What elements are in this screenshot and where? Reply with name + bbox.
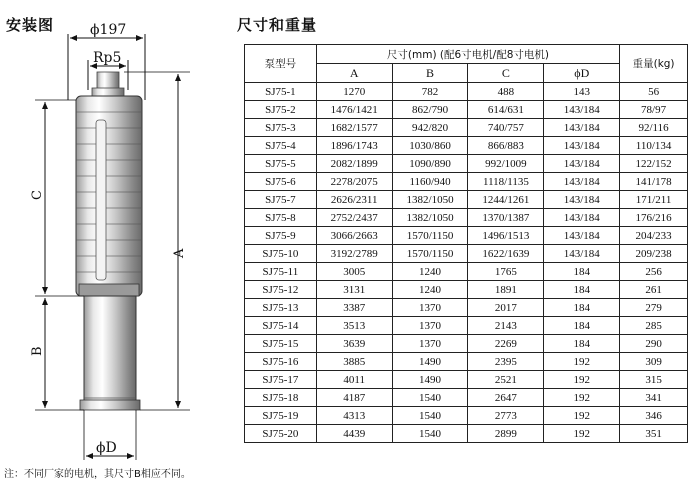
cell-d: 143/184 <box>544 101 620 119</box>
cell-model: SJ75-16 <box>245 353 317 371</box>
table-row <box>245 245 688 263</box>
cell-model: SJ75-2 <box>245 101 317 119</box>
header-col-d: ϕD <box>544 64 620 83</box>
dimension-b <box>30 298 84 410</box>
cell-d: 184 <box>544 317 620 335</box>
cell-model: SJ75-10 <box>245 245 317 263</box>
cell-model: SJ75-12 <box>245 281 317 299</box>
cell-model: SJ75-9 <box>245 227 317 245</box>
cell-model: SJ75-3 <box>245 119 317 137</box>
pump-body <box>76 96 142 296</box>
dimension-c-label: C <box>30 190 45 200</box>
cell-c: 1370/1387 <box>468 209 544 227</box>
table-row <box>245 407 688 425</box>
cell-b: 1240 <box>392 263 468 281</box>
cell-c: 866/883 <box>468 137 544 155</box>
cell-b: 1370 <box>392 299 468 317</box>
cell-weight: 279 <box>620 299 688 317</box>
pump-installation-diagram <box>0 0 240 470</box>
cell-c: 992/1009 <box>468 155 544 173</box>
table-title: 尺寸和重量 <box>237 16 318 34</box>
cell-d: 143/184 <box>544 119 620 137</box>
cell-a: 3513 <box>316 317 392 335</box>
cell-b: 1370 <box>392 335 468 353</box>
cell-b: 1030/860 <box>392 137 468 155</box>
footnote: 注：不同厂家的电机，其尺寸B相应不同。 <box>4 469 191 480</box>
cell-c: 1622/1639 <box>468 245 544 263</box>
cell-weight: 285 <box>620 317 688 335</box>
cell-b: 1490 <box>392 353 468 371</box>
cell-c: 2395 <box>468 353 544 371</box>
cell-model: SJ75-13 <box>245 299 317 317</box>
outer-diameter-label: ϕ197 <box>90 22 127 38</box>
cell-b: 1240 <box>392 281 468 299</box>
cell-a: 1270 <box>316 83 392 101</box>
table-row <box>245 209 688 227</box>
cell-weight: 78/97 <box>620 101 688 119</box>
header-weight: 重量(kg) <box>620 45 688 83</box>
cell-b: 942/820 <box>392 119 468 137</box>
cell-weight: 315 <box>620 371 688 389</box>
cell-weight: 261 <box>620 281 688 299</box>
cell-weight: 110/134 <box>620 137 688 155</box>
cell-c: 1244/1261 <box>468 191 544 209</box>
cell-a: 3885 <box>316 353 392 371</box>
cell-c: 2899 <box>468 425 544 443</box>
cell-c: 2521 <box>468 371 544 389</box>
cell-model: SJ75-6 <box>245 173 317 191</box>
cell-a: 2626/2311 <box>316 191 392 209</box>
cell-model: SJ75-5 <box>245 155 317 173</box>
cell-d: 143 <box>544 83 620 101</box>
cell-b: 1370 <box>392 317 468 335</box>
cell-b: 1540 <box>392 389 468 407</box>
cell-a: 2278/2075 <box>316 173 392 191</box>
dimension-a-label: A <box>172 248 187 258</box>
cell-d: 143/184 <box>544 137 620 155</box>
cell-b: 1540 <box>392 407 468 425</box>
cell-a: 1896/1743 <box>316 137 392 155</box>
cell-c: 740/757 <box>468 119 544 137</box>
cell-b: 1382/1050 <box>392 191 468 209</box>
cell-weight: 122/152 <box>620 155 688 173</box>
cell-weight: 56 <box>620 83 688 101</box>
cell-a: 3639 <box>316 335 392 353</box>
cell-d: 143/184 <box>544 245 620 263</box>
cell-d: 184 <box>544 335 620 353</box>
cell-model: SJ75-20 <box>245 425 317 443</box>
cell-b: 1490 <box>392 371 468 389</box>
cell-weight: 176/216 <box>620 209 688 227</box>
cell-weight: 346 <box>620 407 688 425</box>
cell-d: 143/184 <box>544 209 620 227</box>
table-row <box>245 425 688 443</box>
cell-model: SJ75-14 <box>245 317 317 335</box>
header-col-b: B <box>392 64 468 83</box>
cell-b: 1540 <box>392 425 468 443</box>
motor-body <box>80 296 140 410</box>
cell-weight: 92/116 <box>620 119 688 137</box>
cell-model: SJ75-17 <box>245 371 317 389</box>
table-row <box>245 353 688 371</box>
cell-model: SJ75-11 <box>245 263 317 281</box>
cell-model: SJ75-1 <box>245 83 317 101</box>
table-row <box>245 119 688 137</box>
cell-a: 3387 <box>316 299 392 317</box>
cell-weight: 209/238 <box>620 245 688 263</box>
cell-weight: 141/178 <box>620 173 688 191</box>
cell-d: 184 <box>544 263 620 281</box>
cell-d: 192 <box>544 371 620 389</box>
motor-diameter-label: ϕD <box>96 440 117 456</box>
cell-a: 4439 <box>316 425 392 443</box>
cell-model: SJ75-15 <box>245 335 317 353</box>
cell-d: 143/184 <box>544 155 620 173</box>
cell-model: SJ75-19 <box>245 407 317 425</box>
cell-a: 1476/1421 <box>316 101 392 119</box>
table-row <box>245 101 688 119</box>
cell-weight: 341 <box>620 389 688 407</box>
table-row <box>245 299 688 317</box>
motor-diameter-dimension <box>84 410 136 460</box>
cell-a: 3066/2663 <box>316 227 392 245</box>
cell-c: 1496/1513 <box>468 227 544 245</box>
cell-weight: 290 <box>620 335 688 353</box>
cell-weight: 256 <box>620 263 688 281</box>
cell-weight: 351 <box>620 425 688 443</box>
cell-c: 2647 <box>468 389 544 407</box>
table-row <box>245 281 688 299</box>
cell-d: 184 <box>544 281 620 299</box>
cell-weight: 309 <box>620 353 688 371</box>
table-row <box>245 83 688 101</box>
cell-model: SJ75-8 <box>245 209 317 227</box>
cell-d: 184 <box>544 299 620 317</box>
table-row <box>245 335 688 353</box>
dimensions-weight-table <box>244 44 688 443</box>
cell-weight: 171/211 <box>620 191 688 209</box>
cell-d: 192 <box>544 389 620 407</box>
header-size-group: 尺寸(mm) (配6寸电机/配8寸电机) <box>316 45 619 64</box>
cell-a: 3005 <box>316 263 392 281</box>
cell-weight: 204/233 <box>620 227 688 245</box>
cell-c: 1118/1135 <box>468 173 544 191</box>
cell-b: 782 <box>392 83 468 101</box>
cell-a: 1682/1577 <box>316 119 392 137</box>
table-row <box>245 263 688 281</box>
cell-b: 1382/1050 <box>392 209 468 227</box>
cell-d: 143/184 <box>544 191 620 209</box>
cell-a: 3192/2789 <box>316 245 392 263</box>
cell-b: 1570/1150 <box>392 245 468 263</box>
header-col-c: C <box>468 64 544 83</box>
table-row <box>245 173 688 191</box>
cell-model: SJ75-18 <box>245 389 317 407</box>
cell-c: 2269 <box>468 335 544 353</box>
table-row <box>245 389 688 407</box>
cell-a: 4011 <box>316 371 392 389</box>
cell-a: 3131 <box>316 281 392 299</box>
cell-d: 192 <box>544 407 620 425</box>
cell-model: SJ75-4 <box>245 137 317 155</box>
cell-c: 614/631 <box>468 101 544 119</box>
cell-d: 143/184 <box>544 173 620 191</box>
cell-a: 2752/2437 <box>316 209 392 227</box>
installation-diagram-title: 安装图 <box>6 16 55 34</box>
cell-d: 192 <box>544 353 620 371</box>
table-row <box>245 191 688 209</box>
cell-a: 4313 <box>316 407 392 425</box>
cell-b: 1570/1150 <box>392 227 468 245</box>
table-row <box>245 317 688 335</box>
cell-b: 862/790 <box>392 101 468 119</box>
cell-a: 4187 <box>316 389 392 407</box>
table-row <box>245 371 688 389</box>
cell-a: 2082/1899 <box>316 155 392 173</box>
table-row <box>245 155 688 173</box>
cell-d: 192 <box>544 425 620 443</box>
cell-d: 143/184 <box>544 227 620 245</box>
header-col-a: A <box>316 64 392 83</box>
outlet-thread-label: Rp5 <box>93 50 122 66</box>
cell-c: 1891 <box>468 281 544 299</box>
cell-b: 1090/890 <box>392 155 468 173</box>
dimension-b-label: B <box>30 346 45 356</box>
cell-c: 488 <box>468 83 544 101</box>
cell-model: SJ75-7 <box>245 191 317 209</box>
cell-c: 2773 <box>468 407 544 425</box>
table-row <box>245 227 688 245</box>
cell-b: 1160/940 <box>392 173 468 191</box>
table-row <box>245 137 688 155</box>
cell-c: 2143 <box>468 317 544 335</box>
cell-c: 1765 <box>468 263 544 281</box>
header-model: 泵型号 <box>245 45 317 83</box>
cell-c: 2017 <box>468 299 544 317</box>
